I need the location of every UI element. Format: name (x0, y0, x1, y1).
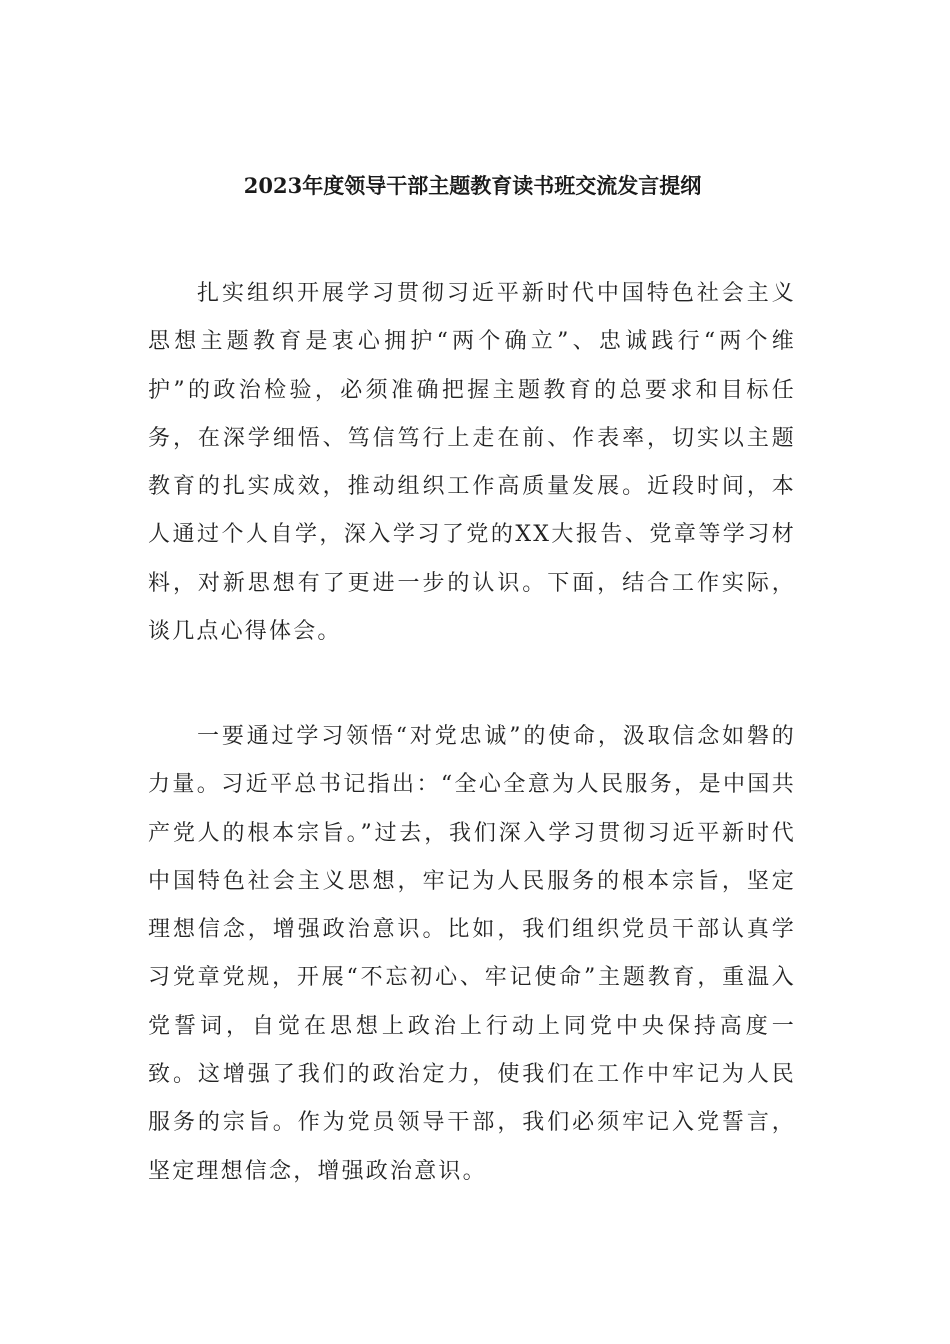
body-paragraph-1: 一要通过学习领悟“对党忠诚”的使命，汲取信念如磐的力量。习近平总书记指出：“全心全意为人民服务，是中国共产党人的根本宗旨。”过去，我们深入学习贯彻习近平新时代中国特色社会主义思想，牢记为人民服务的根本宗旨，坚定理想信念，增强政治意识。比如，我们组织党员干部认真学习党章党规，开展“不忘初心、牢记使命”主题教育，重温入党誓词，自觉在思想上政治上行动上同党中央保持高度一致。这增强了我们的政治定力，使我们在工作中牢记为人民服务的宗旨。作为党员领导干部，我们必须牢记入党誓言，坚定理想信念，增强政治意识。 (148, 724, 796, 1184)
document-title: 2023年度领导干部主题教育读书班交流发言提纲 (243, 173, 702, 198)
intro-paragraph: 扎实组织开展学习贯彻习近平新时代中国特色社会主义思想主题教育是衷心拥护“两个确立”、忠诚践行“两个维护”的政治检验，必须准确把握主题教育的总要求和目标任务，在深学细悟、笃信笃行上走在前、作表率，切实以主题教育的扎实成效，推动组织工作高质量发展。近段时间，本人通过个人自学，深入学习了党的XX大报告、党章等学习材料，对新思想有了更进一步的认识。下面，结合工作实际，谈几点心得体会。 (148, 281, 796, 645)
